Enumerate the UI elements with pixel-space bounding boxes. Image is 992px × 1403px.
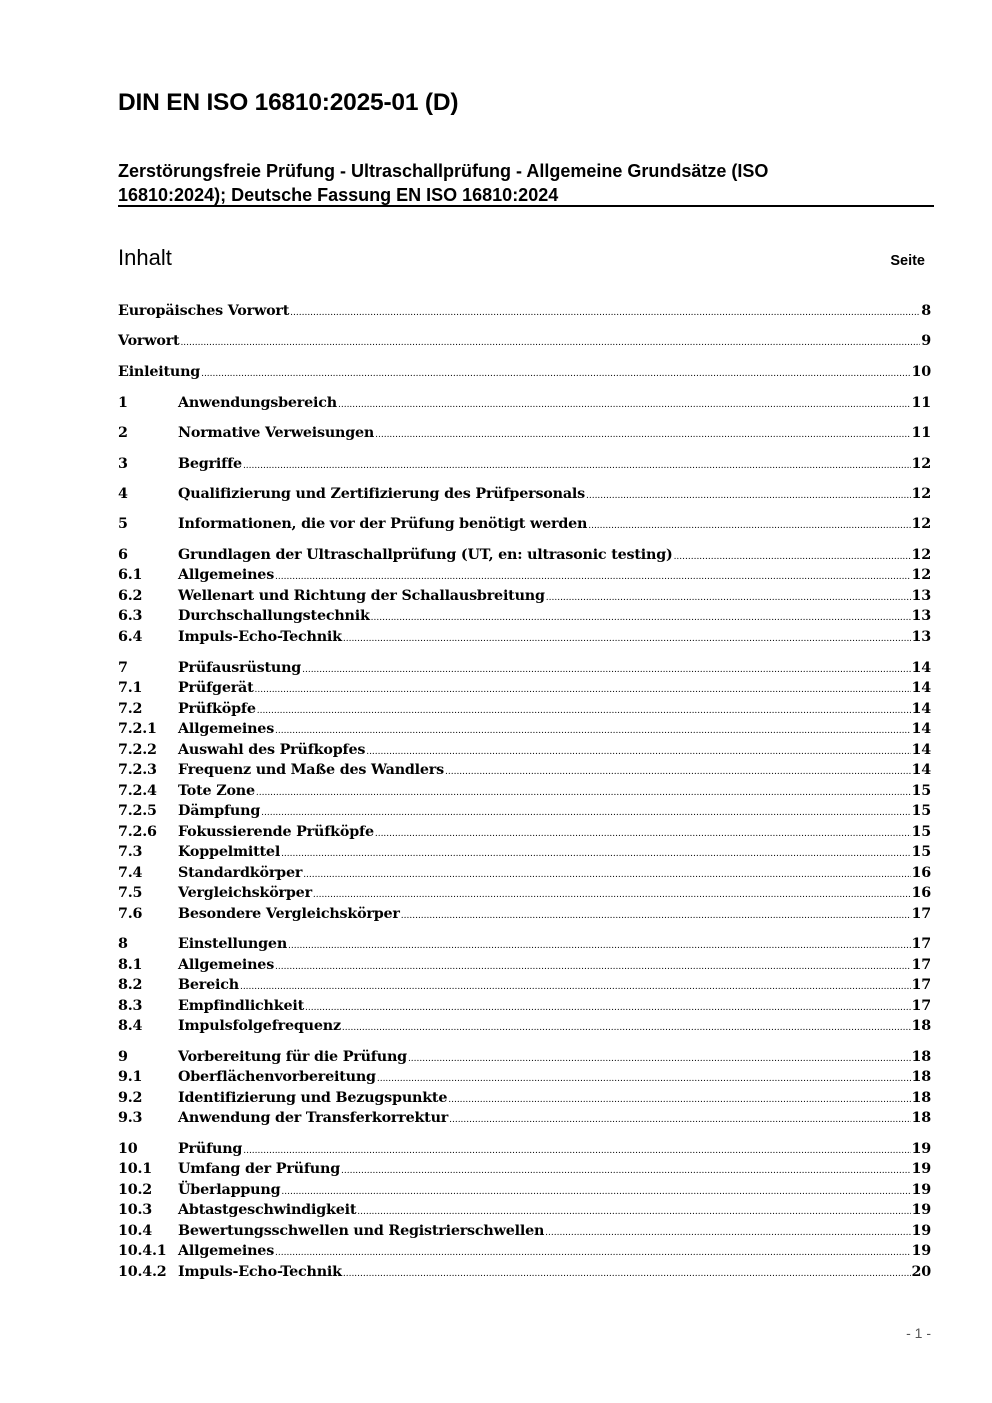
toc-entry-page: 14: [911, 680, 931, 696]
toc-entry-title: Dämpfung: [178, 803, 261, 819]
toc-entry[interactable]: [118, 977, 931, 997]
toc-entry-number: 5: [118, 516, 128, 532]
toc-entry-title: Identifizierung und Bezugspunkte: [178, 1090, 448, 1106]
toc-entry-title: Prüfköpfe: [178, 701, 256, 717]
toc-entry[interactable]: [118, 844, 931, 864]
toc-entry-number: 4: [118, 486, 128, 502]
toc-dot-leader: [302, 665, 910, 675]
toc-entry-number: 3: [118, 456, 128, 472]
toc-entry-title: Koppelmittel: [178, 844, 281, 860]
toc-entry[interactable]: [118, 425, 931, 445]
toc-entry-page: 13: [911, 608, 931, 624]
toc-entry-title: Einstellungen: [178, 936, 288, 952]
toc-dot-leader: [449, 1115, 910, 1125]
toc-entry-title: Vergleichskörper: [178, 885, 312, 901]
toc-dot-leader: [281, 849, 910, 859]
toc-entry-number: 10.3: [118, 1202, 153, 1218]
toc-entry-page: 11: [911, 425, 931, 441]
toc-entry-page: 19: [911, 1182, 931, 1198]
toc-entry-title: Anwendung der Transferkorrektur: [178, 1110, 449, 1126]
toc-entry[interactable]: [118, 1090, 931, 1110]
toc-entry[interactable]: [118, 1264, 931, 1284]
toc-entry[interactable]: [118, 660, 931, 680]
toc-dot-leader: [375, 430, 910, 440]
toc-dot-leader: [366, 747, 910, 757]
toc-entry-page: 19: [911, 1223, 931, 1239]
page-number: - 1 -: [906, 1325, 931, 1341]
toc-entry-number: 2: [118, 425, 128, 441]
toc-page-label: Seite: [890, 253, 925, 269]
toc-entry-title: Umfang der Prüfung: [178, 1161, 340, 1177]
toc-entry-number: 7.5: [118, 885, 143, 901]
toc-dot-leader: [201, 369, 910, 379]
toc-dot-leader: [256, 788, 911, 798]
toc-entry-number: 6.2: [118, 588, 143, 604]
toc-entry-page: 10: [911, 364, 931, 380]
toc-dot-leader: [243, 1146, 910, 1156]
toc-entry-number: 7: [118, 660, 128, 676]
toc-entry-page: 17: [911, 936, 931, 952]
toc-entry[interactable]: [118, 1182, 931, 1202]
toc-entry-title: Oberflächenvorbereitung: [178, 1069, 376, 1085]
toc-dot-leader: [546, 593, 911, 603]
toc-entry-number: 10.4: [118, 1223, 153, 1239]
toc-entry-page: 18: [911, 1018, 931, 1034]
toc-entry[interactable]: [118, 1202, 931, 1222]
toc-entry-number: 10.4.2: [118, 1264, 167, 1280]
toc-entry[interactable]: [118, 762, 931, 782]
toc-entry-number: 7.2.3: [118, 762, 157, 778]
toc-entry-title: Tote Zone: [178, 783, 255, 799]
toc-dot-leader: [342, 1023, 911, 1033]
toc-entry[interactable]: [118, 783, 931, 803]
toc-entry-title: Begriffe: [178, 456, 242, 472]
toc-dot-leader: [180, 338, 920, 348]
toc-entry-page: 12: [911, 456, 931, 472]
toc-entry[interactable]: [118, 333, 931, 353]
toc-entry-title: Frequenz und Maße des Wandlers: [178, 762, 444, 778]
toc-entry[interactable]: [118, 957, 931, 977]
toc-entry-number: 7.2: [118, 701, 143, 717]
toc-dot-leader: [275, 726, 910, 736]
toc-entry-page: 16: [911, 865, 931, 881]
toc-entry-title: Einleitung: [118, 364, 201, 380]
toc-entry-title: Standardkörper: [178, 865, 303, 881]
toc-entry[interactable]: [118, 608, 931, 628]
toc-entry[interactable]: [118, 906, 931, 926]
toc-entry-page: 18: [911, 1110, 931, 1126]
toc-entry-page: 19: [911, 1202, 931, 1218]
toc-entry[interactable]: [118, 1161, 931, 1181]
toc-entry-page: 14: [911, 721, 931, 737]
toc-entry-title: Empfindlichkeit: [178, 998, 304, 1014]
toc-entry-page: 18: [911, 1049, 931, 1065]
toc-dot-leader: [343, 1269, 911, 1279]
toc-entry[interactable]: [118, 936, 931, 956]
toc-entry-number: 7.3: [118, 844, 143, 860]
toc-entry-title: Prüfung: [178, 1141, 243, 1157]
toc-entry-title: Fokussierende Prüfköpfe: [178, 824, 374, 840]
toc-dot-leader: [586, 491, 911, 501]
toc-dot-leader: [445, 767, 911, 777]
toc-entry[interactable]: [118, 680, 931, 700]
toc-entry-number: 7.4: [118, 865, 143, 881]
toc-entry-page: 13: [911, 629, 931, 645]
toc-dot-leader: [377, 1074, 911, 1084]
toc-entry-title: Auswahl des Prüfkopfes: [178, 742, 366, 758]
toc-entry[interactable]: [118, 1018, 931, 1038]
toc-entry[interactable]: [118, 1141, 931, 1161]
toc-entry-page: 17: [911, 906, 931, 922]
toc-dot-leader: [257, 706, 911, 716]
toc-entry-page: 18: [911, 1069, 931, 1085]
toc-entry-page: 19: [911, 1161, 931, 1177]
toc-entry-number: 10.2: [118, 1182, 153, 1198]
toc-entry-title: Vorwort: [118, 333, 180, 349]
toc-entry[interactable]: [118, 1243, 931, 1263]
toc-entry[interactable]: [118, 364, 931, 384]
toc-entry-number: 7.2.2: [118, 742, 157, 758]
toc-dot-leader: [588, 521, 910, 531]
toc-entry-number: 8.2: [118, 977, 143, 993]
toc-entry-page: 15: [911, 803, 931, 819]
toc-entry-title: Vorbereitung für die Prüfung: [178, 1049, 407, 1065]
toc-dot-leader: [303, 870, 910, 880]
toc-entry-title: Informationen, die vor der Prüfung benötigt werden: [178, 516, 588, 532]
toc-entry-title: Besondere Vergleichskörper: [178, 906, 400, 922]
toc-entry-number: 8: [118, 936, 128, 952]
toc-entry-title: Allgemeines: [178, 1243, 275, 1259]
toc-entry[interactable]: [118, 803, 931, 823]
toc-entry-number: 8.4: [118, 1018, 143, 1034]
toc-dot-leader: [275, 962, 910, 972]
toc-entry-page: 19: [911, 1243, 931, 1259]
toc-entry[interactable]: [118, 1069, 931, 1089]
toc-entry-page: 12: [911, 547, 931, 563]
toc-entry-title: Anwendungsbereich: [178, 395, 337, 411]
toc-entry-page: 18: [911, 1090, 931, 1106]
toc-dot-leader: [341, 1166, 911, 1176]
toc-entry-number: 10.4.1: [118, 1243, 167, 1259]
toc-dot-leader: [243, 461, 911, 471]
toc-dot-leader: [357, 1207, 910, 1217]
toc-entry-number: 7.1: [118, 680, 143, 696]
toc-entry[interactable]: [118, 721, 931, 741]
toc-entry[interactable]: [118, 742, 931, 762]
toc-entry-title: Wellenart und Richtung der Schallausbreitung: [178, 588, 545, 604]
toc-entry-page: 11: [911, 395, 931, 411]
toc-entry-number: 6: [118, 547, 128, 563]
toc-dot-leader: [275, 1248, 910, 1258]
toc-entry-page: 14: [911, 742, 931, 758]
toc-entry[interactable]: [118, 1223, 931, 1243]
toc-entry[interactable]: [118, 885, 931, 905]
toc-dot-leader: [448, 1095, 910, 1105]
toc-entry-page: 17: [911, 998, 931, 1014]
toc-entry[interactable]: [118, 486, 931, 506]
toc-entry-title: Impuls-Echo-Technik: [178, 1264, 342, 1280]
toc-entry-number: 7.2.4: [118, 783, 157, 799]
document-subtitle-line-2: 16810:2024); Deutsche Fassung EN ISO 16810:2024: [118, 185, 559, 205]
toc-entry[interactable]: [118, 824, 931, 844]
toc-entry-number: 6.3: [118, 608, 143, 624]
toc-dot-leader: [674, 552, 911, 562]
toc-dot-leader: [261, 808, 910, 818]
toc-entry-title: Impuls-Echo-Technik: [178, 629, 342, 645]
toc-entry-title: Abtastgeschwindigkeit: [178, 1202, 357, 1218]
toc-dot-leader: [275, 572, 910, 582]
toc-entry-title: Überlappung: [178, 1182, 281, 1198]
toc-entry-number: 6.4: [118, 629, 143, 645]
toc-entry-page: 16: [911, 885, 931, 901]
toc-entry-page: 17: [911, 977, 931, 993]
toc-entry-title: Allgemeines: [178, 957, 275, 973]
toc-entry[interactable]: [118, 547, 931, 567]
toc-entry[interactable]: [118, 395, 931, 415]
toc-entry-number: 6.1: [118, 567, 143, 583]
toc-entry[interactable]: [118, 629, 931, 649]
toc-dot-leader: [290, 308, 920, 318]
toc-entry-page: 12: [911, 486, 931, 502]
toc-entry-title: Prüfausrüstung: [178, 660, 302, 676]
toc-entry-page: 15: [911, 783, 931, 799]
toc-entry-number: 9.3: [118, 1110, 143, 1126]
toc-entry-page: 14: [911, 660, 931, 676]
toc-entry-title: Prüfgerät: [178, 680, 254, 696]
toc-dot-leader: [313, 890, 911, 900]
toc-dot-leader: [240, 982, 911, 992]
toc-entry[interactable]: [118, 1110, 931, 1130]
toc-entry-page: 8: [921, 303, 931, 319]
toc-entry[interactable]: [118, 998, 931, 1018]
toc-dot-leader: [375, 829, 911, 839]
toc-dot-leader: [401, 911, 911, 921]
toc-entry-title: Bereich: [178, 977, 239, 993]
toc-entry-title: Durchschallungstechnik: [178, 608, 370, 624]
toc-entry-page: 15: [911, 844, 931, 860]
toc-dot-leader: [305, 1003, 911, 1013]
toc-entry-title: Bewertungsschwellen und Registrierschwellen: [178, 1223, 545, 1239]
toc-dot-leader: [255, 685, 911, 695]
toc-entry-title: Allgemeines: [178, 567, 275, 583]
toc-entry-page: 17: [911, 957, 931, 973]
toc-entry-page: 14: [911, 701, 931, 717]
toc-entry-number: 9.1: [118, 1069, 143, 1085]
toc-entry[interactable]: [118, 701, 931, 721]
toc-heading: Inhalt: [118, 245, 172, 270]
toc-entry-title: Qualifizierung und Zertifizierung des Prüfpersonals: [178, 486, 585, 502]
document-title: DIN EN ISO 16810:2025-01 (D): [118, 89, 459, 116]
toc-dot-leader: [408, 1054, 911, 1064]
toc-entry[interactable]: [118, 865, 931, 885]
toc-entry-title: Normative Verweisungen: [178, 425, 375, 441]
document-subtitle: [118, 159, 898, 207]
toc-entry-page: 14: [911, 762, 931, 778]
toc-dot-leader: [338, 400, 911, 410]
title-divider: [118, 205, 934, 207]
toc-entry-title: Allgemeines: [178, 721, 275, 737]
toc-dot-leader: [371, 613, 911, 623]
toc-entry-page: 15: [911, 824, 931, 840]
toc-entry[interactable]: [118, 516, 931, 536]
document-subtitle-line-1: Zerstörungsfreie Prüfung - Ultraschallprüfung - Allgemeine Grundsätze (ISO: [118, 161, 769, 181]
toc-entry[interactable]: [118, 303, 931, 323]
toc-entry-page: 13: [911, 588, 931, 604]
toc-entry-page: 19: [911, 1141, 931, 1157]
toc-dot-leader: [545, 1228, 910, 1238]
toc-entry-number: 9: [118, 1049, 128, 1065]
toc-entry-number: 8.1: [118, 957, 143, 973]
toc-entry-number: 7.6: [118, 906, 143, 922]
toc-entry[interactable]: [118, 588, 931, 608]
toc-entry-number: 7.2.5: [118, 803, 157, 819]
toc-entry-title: Grundlagen der Ultraschallprüfung (UT, en: ultrasonic testing): [178, 547, 673, 563]
toc-entry-number: 10: [118, 1141, 138, 1157]
toc-entry-number: 7.2.1: [118, 721, 157, 737]
toc-entry-number: 9.2: [118, 1090, 143, 1106]
toc-entry-title: Europäisches Vorwort: [118, 303, 290, 319]
toc-entry[interactable]: [118, 456, 931, 476]
toc-entry-number: 7.2.6: [118, 824, 157, 840]
toc-dot-leader: [281, 1187, 910, 1197]
toc-entry-number: 10.1: [118, 1161, 153, 1177]
toc-entry-page: 9: [921, 333, 931, 349]
toc-entry-page: 20: [911, 1264, 931, 1280]
toc-entry-number: 1: [118, 395, 128, 411]
toc-entry-title: Impulsfolgefrequenz: [178, 1018, 341, 1034]
toc-entry-page: 12: [911, 516, 931, 532]
toc-entry-number: 8.3: [118, 998, 143, 1014]
toc-dot-leader: [343, 634, 911, 644]
toc-entry[interactable]: [118, 567, 931, 587]
toc-dot-leader: [288, 941, 910, 951]
toc-entry[interactable]: [118, 1049, 931, 1069]
toc-entry-page: 12: [911, 567, 931, 583]
